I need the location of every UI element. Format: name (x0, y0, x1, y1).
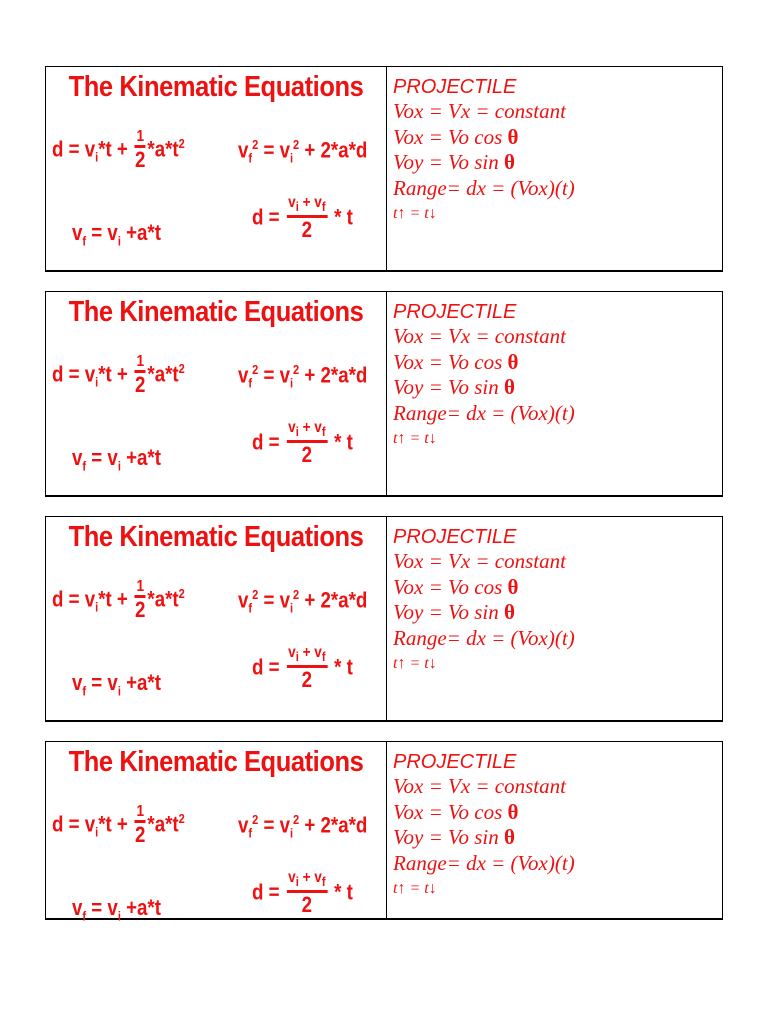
projectile-panel (387, 742, 722, 918)
kinematic-panel (46, 292, 387, 495)
fraction-average: $\frac{v_i + v_f}{2}$ (288, 869, 326, 918)
equation-average-velocity: d = $\frac{v_i + v_f}{2}$ * t (252, 644, 353, 693)
projectile-line-constant: Vox = Vx = constant (393, 99, 566, 123)
equation-velocity-squared: $v_f^2 = v_i^2 + 2*a*d$ (238, 812, 368, 841)
fraction-half: $\frac{1}{2}$ (135, 128, 146, 172)
projectile-title: PROJECTILE (393, 526, 517, 548)
equation-velocity-squared: $v_f^2 = v_i^2 + 2*a*d$ (238, 587, 368, 616)
projectile-title: PROJECTILE (393, 76, 517, 98)
equation-final-velocity: $v_f = v_i +a*t$ (72, 670, 161, 699)
projectile-title: PROJECTILE (393, 301, 517, 323)
projectile-line-voy: Voy = Vo sin θ (393, 600, 515, 624)
equation-final-velocity: $v_f = v_i +a*t$ (72, 220, 161, 249)
projectile-line-range: Range= dx = (Vox)(t) (393, 850, 575, 875)
projectile-panel (387, 67, 722, 270)
projectile-line-vox: Vox = Vo cos θ (393, 349, 519, 374)
equation-card-4 (45, 741, 723, 924)
projectile-line-time: t↑ = t↓ (393, 655, 437, 672)
equation-average-velocity: d = $\frac{v_i + v_f}{2}$ * t (252, 194, 353, 243)
kinematic-title: The Kinematic Equations (68, 521, 364, 553)
projectile-line-vox: Vox = Vo cos θ (393, 124, 519, 149)
equation-displacement: $d = v_i*t$ + $\frac{1}{2}$ $*a*t^2$ (52, 578, 185, 622)
fraction-half: $\frac{1}{2}$ (135, 353, 146, 397)
projectile-line-voy: Voy = Vo sin θ (393, 150, 515, 174)
equation-card-2 (45, 291, 723, 497)
projectile-line-voy: Voy = Vo sin θ (393, 375, 515, 399)
kinematic-title: The Kinematic Equations (68, 746, 364, 778)
equation-velocity-squared: $v_f^2 = v_i^2 + 2*a*d$ (238, 362, 368, 391)
equation-card-1 (45, 66, 723, 272)
equation-displacement: $d = v_i*t$ + $\frac{1}{2}$ $*a*t^2$ (52, 353, 185, 397)
projectile-line-constant: Vox = Vx = constant (393, 324, 566, 348)
kinematic-panel (46, 67, 387, 270)
projectile-line-vox: Vox = Vo cos θ (393, 799, 519, 824)
equation-average-velocity: d = $\frac{v_i + v_f}{2}$ * t (252, 419, 353, 468)
fraction-half: $\frac{1}{2}$ (135, 803, 146, 847)
equation-average-velocity: d = $\frac{v_i + v_f}{2}$ * t (252, 869, 353, 918)
equation-velocity-squared: $v_f^2 = v_i^2 + 2*a*d$ (238, 137, 368, 166)
equation-displacement: $d = v_i*t$ + $\frac{1}{2}$ $*a*t^2$ (52, 803, 185, 847)
projectile-line-constant: Vox = Vx = constant (393, 549, 566, 573)
projectile-line-constant: Vox = Vx = constant (393, 774, 566, 798)
equation-final-velocity: $v_f = v_i +a*t$ (72, 895, 161, 924)
kinematic-title: The Kinematic Equations (68, 71, 364, 103)
projectile-line-voy: Voy = Vo sin θ (393, 825, 515, 849)
kinematic-title: The Kinematic Equations (68, 296, 364, 328)
projectile-panel (387, 517, 722, 720)
projectile-line-vox: Vox = Vo cos θ (393, 574, 519, 599)
equation-displacement: $d = v_i*t$ + $\frac{1}{2}$ $*a*t^2$ (52, 128, 185, 172)
projectile-line-range: Range= dx = (Vox)(t) (393, 400, 575, 425)
equation-final-velocity: $v_f = v_i +a*t$ (72, 445, 161, 474)
fraction-average: $\frac{v_i + v_f}{2}$ (288, 419, 326, 468)
fraction-half: $\frac{1}{2}$ (135, 578, 146, 622)
projectile-line-time: t↑ = t↓ (393, 430, 437, 447)
projectile-line-range: Range= dx = (Vox)(t) (393, 625, 575, 650)
kinematic-panel (46, 742, 387, 924)
fraction-average: $\frac{v_i + v_f}{2}$ (288, 194, 326, 243)
projectile-title: PROJECTILE (393, 751, 517, 773)
projectile-line-time: t↑ = t↓ (393, 880, 437, 897)
kinematic-panel (46, 517, 387, 720)
projectile-line-time: t↑ = t↓ (393, 205, 437, 222)
projectile-line-range: Range= dx = (Vox)(t) (393, 175, 575, 200)
equation-card-3 (45, 516, 723, 722)
fraction-average: $\frac{v_i + v_f}{2}$ (288, 644, 326, 693)
projectile-panel (387, 292, 722, 495)
